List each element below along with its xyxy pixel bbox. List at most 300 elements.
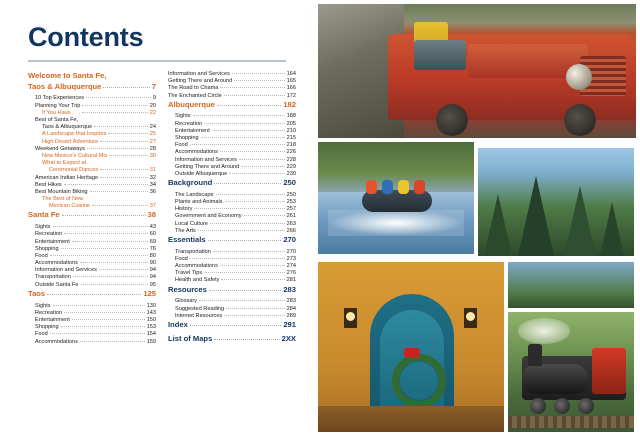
leader-dots	[239, 159, 285, 160]
toc-entry-label: Index	[168, 319, 188, 329]
toc-entry-page: 37	[149, 203, 156, 210]
leader-dots	[204, 123, 285, 124]
toc-entry[interactable]	[168, 158, 296, 164]
toc-section-heading[interactable]	[168, 321, 296, 330]
toc-entry[interactable]	[168, 193, 296, 199]
leader-dots	[221, 279, 284, 280]
leader-dots	[234, 80, 284, 81]
leader-dots	[204, 272, 285, 273]
toc-entry-page: 165	[286, 78, 296, 85]
toc-entry[interactable]	[28, 340, 156, 346]
lamp-glow	[346, 312, 355, 321]
toc-entry-label: Internet Resources	[175, 312, 223, 319]
toc-entry-label: Best Hikes	[35, 181, 62, 188]
leader-dots	[103, 87, 149, 88]
pine-trees-photo	[478, 148, 634, 256]
toc-entry-label: Recreation	[175, 120, 203, 127]
toc-entry-label: Recreation	[35, 231, 63, 238]
toc-entry-page: 24	[149, 124, 156, 131]
toc-entry[interactable]	[28, 161, 156, 167]
toc-entry-page: 250	[283, 178, 296, 188]
toc-entry-label: List of Maps	[168, 333, 213, 343]
toc-entry[interactable]	[168, 207, 296, 213]
leader-dots	[244, 215, 285, 216]
toc-entry[interactable]	[168, 122, 296, 128]
toc-entry-page: 182	[283, 99, 296, 109]
leader-dots	[198, 230, 285, 231]
leader-dots	[216, 194, 285, 195]
toc-entry-page: 36	[149, 188, 156, 195]
toc-entry[interactable]	[168, 257, 296, 263]
leader-dots	[220, 151, 285, 152]
toc-entry-page: 188	[286, 113, 296, 120]
toc-entry-page: 32	[149, 174, 156, 181]
toc-entry-label: Food	[175, 142, 188, 149]
toc-entry-label: Planning Your Trip	[35, 102, 81, 109]
toc-entry-label: Taos & Albuquerque	[42, 124, 93, 131]
leader-dots	[86, 97, 151, 98]
title-divider	[28, 60, 286, 62]
toc-entry-label: History	[175, 206, 193, 213]
locomotive-wheel	[578, 398, 594, 414]
toc-entry[interactable]	[28, 176, 156, 182]
toc-entry-label: The Arts	[175, 227, 196, 234]
toc-entry-label: Shopping	[175, 135, 199, 142]
toc-entry-label: Background	[168, 178, 213, 188]
toc-entry-label: If You Have . . .	[42, 109, 80, 116]
toc-entry-page: 95	[149, 281, 156, 288]
toc-entry[interactable]	[168, 136, 296, 142]
holiday-wreath	[392, 354, 446, 408]
toc-entry[interactable]	[168, 314, 296, 320]
toc-entry[interactable]	[168, 165, 296, 171]
toc-entry[interactable]	[28, 283, 156, 289]
toc-entry[interactable]	[168, 200, 296, 206]
pine-tree	[564, 186, 596, 256]
table-of-contents	[0, 0, 312, 436]
toc-entry-label: American Indian Heritage	[35, 174, 99, 181]
truck-cab-window	[414, 40, 466, 70]
leader-dots	[73, 276, 148, 277]
toc-entry-label: Outside Albuquerque	[175, 170, 228, 177]
leader-dots	[82, 105, 147, 106]
leader-dots	[217, 105, 282, 106]
toc-entry[interactable]	[28, 325, 156, 331]
toc-entry-page: 270	[283, 235, 296, 244]
leader-dots	[92, 205, 148, 206]
leader-dots	[214, 183, 281, 184]
toc-entry-label: The Landscape	[175, 191, 214, 198]
toc-entry-page: 30	[149, 152, 156, 159]
toc-entry[interactable]	[28, 132, 156, 138]
leader-dots	[210, 223, 285, 224]
toc-entry-label: Taos	[28, 288, 46, 298]
toc-entry-label: Sights	[35, 224, 51, 231]
toc-entry[interactable]	[168, 278, 296, 284]
rafter-figure	[398, 180, 409, 194]
toc-entry-label: Plants and Animals	[175, 199, 223, 206]
toc-entry-page: 7	[151, 81, 156, 91]
toc-entry-label: Welcome to Santa Fe,	[28, 71, 107, 80]
toc-entry[interactable]	[168, 150, 296, 156]
toc-entry[interactable]	[168, 143, 296, 149]
steam-train-photo	[508, 312, 634, 432]
leader-dots	[61, 326, 145, 327]
toc-entry-page: 228	[286, 156, 296, 163]
toc-entry-page: 80	[149, 252, 156, 259]
leader-dots	[214, 339, 279, 340]
toc-entry[interactable]	[168, 129, 296, 135]
toc-entry[interactable]	[168, 114, 296, 120]
leader-dots	[82, 112, 148, 113]
toc-entry-page: 130	[146, 302, 156, 309]
toc-entry-page: 291	[283, 319, 296, 329]
toc-entry-page: 125	[143, 288, 156, 298]
leader-dots	[199, 300, 285, 301]
leader-dots	[50, 255, 148, 256]
toc-entry-page: 166	[286, 85, 296, 92]
toc-entry[interactable]	[168, 172, 296, 178]
toc-entry-label: Food	[35, 331, 48, 338]
toc-entry[interactable]	[28, 168, 156, 174]
leader-dots	[201, 137, 285, 138]
toc-entry-page: 289	[286, 312, 296, 319]
whitewater-rafting-photo	[318, 142, 474, 254]
toc-entry[interactable]	[28, 111, 156, 117]
toc-entry-label: What to Expect at	[42, 160, 87, 167]
toc-entry[interactable]	[28, 147, 156, 153]
toc-entry-label: Travel Tips	[175, 270, 203, 277]
toc-entry[interactable]	[28, 304, 156, 310]
toc-entry-label: Accommodations	[35, 338, 78, 345]
toc-entry-page: 43	[149, 224, 156, 231]
leader-dots	[64, 233, 148, 234]
toc-section-heading[interactable]	[168, 101, 296, 110]
toc-entry-page: 90	[149, 260, 156, 267]
wreath-bow	[404, 348, 420, 358]
toc-entry-label: Albuquerque	[168, 99, 215, 109]
leader-dots	[232, 73, 285, 74]
toc-entry-page: 250	[286, 191, 296, 198]
toc-column-left	[28, 72, 156, 347]
leader-dots	[72, 241, 148, 242]
toc-entry[interactable]	[28, 96, 156, 102]
leader-dots	[72, 319, 145, 320]
toc-entry-label: Shopping	[35, 245, 59, 252]
truck-headlight	[566, 64, 592, 90]
toc-entry[interactable]	[168, 271, 296, 277]
adobe-doorway-photo	[318, 262, 504, 432]
toc-entry-page: 215	[286, 135, 296, 142]
toc-entry-label: Outside Santa Fe	[35, 281, 79, 288]
toc-entry-page: 38	[147, 210, 156, 220]
toc-entry-page: 261	[286, 213, 296, 220]
toc-entry-page: 94	[149, 267, 156, 274]
leader-dots	[226, 308, 285, 309]
toc-entry-page: 153	[146, 324, 156, 331]
toc-entry-label: Entertainment	[35, 238, 70, 245]
toc-section-heading[interactable]	[28, 72, 156, 81]
toc-entry-label: Information and Services	[175, 156, 237, 163]
toc-section-heading[interactable]	[28, 290, 156, 299]
toc-entry-label: Accommodations	[175, 149, 218, 156]
toc-entry[interactable]	[28, 275, 156, 281]
toc-entry[interactable]	[28, 104, 156, 110]
leader-dots	[80, 341, 145, 342]
leader-dots	[64, 184, 148, 185]
toc-entry-label: Glossary	[175, 298, 198, 305]
toc-entry-page: 218	[286, 142, 296, 149]
truck-wheel	[436, 104, 468, 136]
toc-column-right	[168, 72, 296, 348]
toc-entry[interactable]	[28, 254, 156, 260]
toc-section-heading[interactable]	[168, 286, 296, 295]
toc-entry-page: 253	[286, 199, 296, 206]
truck-wheel	[564, 104, 596, 136]
toc-entry-label: Food	[175, 255, 188, 262]
toc-entry-label: Best Mountain Biking	[35, 188, 88, 195]
toc-entry-page: 76	[149, 245, 156, 252]
pine-tree	[518, 176, 554, 256]
toc-entry-label: Taos & Albuquerque	[28, 81, 102, 91]
toc-entry-label: A Landscape that Inspires	[42, 131, 107, 138]
leader-dots	[224, 315, 284, 316]
toc-entry[interactable]	[28, 318, 156, 324]
toc-entry-page: 60	[149, 231, 156, 238]
railroad-track	[508, 416, 634, 428]
toc-entry-page: 229	[286, 163, 296, 170]
toc-entry[interactable]	[168, 214, 296, 220]
toc-entry-label: Accommodations	[175, 263, 218, 270]
toc-entry-page: 25	[149, 131, 156, 138]
toc-entry-label: Information and Services	[168, 71, 230, 77]
leader-dots	[53, 226, 148, 227]
leader-dots	[212, 130, 285, 131]
leader-dots	[108, 133, 147, 134]
leader-dots	[225, 201, 285, 202]
toc-entry-label: Sights	[35, 302, 51, 309]
toc-entry-label: Mexican Cuisine	[49, 203, 91, 210]
toc-section-heading[interactable]	[168, 335, 296, 344]
leader-dots	[53, 305, 145, 306]
toc-entry-label: Suggested Reading	[175, 305, 225, 312]
toc-entry[interactable]	[28, 140, 156, 146]
toc-entry[interactable]	[28, 268, 156, 274]
toc-entry-page: 31	[149, 167, 156, 174]
toc-entry-label: Transportation	[35, 274, 71, 281]
toc-entry[interactable]	[168, 299, 296, 305]
leader-dots	[190, 144, 285, 145]
toc-entry-label: The Road to Chama	[168, 85, 219, 92]
toc-entry[interactable]	[168, 264, 296, 270]
toc-entry[interactable]	[28, 190, 156, 196]
leader-dots	[100, 177, 148, 178]
toc-entry-page: 20	[149, 102, 156, 109]
toc-entry-page: 69	[149, 238, 156, 245]
toc-entry[interactable]	[168, 307, 296, 313]
leader-dots	[64, 312, 145, 313]
toc-entry-page: 9	[152, 95, 156, 102]
toc-entry-page: 34	[149, 181, 156, 188]
pine-tree	[484, 194, 512, 256]
vintage-red-truck-photo	[318, 4, 636, 138]
leader-dots	[94, 126, 148, 127]
toc-entry-page: 257	[286, 206, 296, 213]
toc-entry-page: 210	[286, 127, 296, 134]
toc-entry[interactable]	[28, 247, 156, 253]
leader-dots	[100, 169, 148, 170]
toc-entry-label: Getting There and Around	[175, 163, 240, 170]
toc-section-heading[interactable]	[168, 179, 296, 188]
rafter-figure	[382, 180, 393, 194]
toc-entry-page: 22	[149, 109, 156, 116]
leader-dots	[194, 208, 284, 209]
toc-entry-label: Entertainment	[175, 127, 210, 134]
rafter-figure	[366, 180, 377, 194]
valley-strip-photo	[508, 262, 634, 308]
toc-entry-page: 143	[146, 309, 156, 316]
toc-entry-page: 172	[286, 92, 296, 99]
toc-entry[interactable]	[28, 125, 156, 131]
leader-dots	[87, 148, 148, 149]
smokestack	[528, 344, 542, 366]
toc-entry[interactable]	[28, 118, 156, 124]
toc-entry-page: 164	[286, 71, 296, 77]
leader-dots	[229, 173, 284, 174]
toc-entry-page: 273	[286, 255, 296, 262]
toc-entry-label: Essentials	[168, 235, 206, 244]
toc-entry-label: Food	[35, 252, 48, 259]
toc-entry-page: 2XX	[281, 333, 296, 343]
toc-entry-label: Weekend Getaways	[35, 145, 85, 152]
rafter-figure	[414, 180, 425, 194]
toc-entry-label: 10 Top Experiences	[35, 95, 85, 102]
toc-section-heading-continued[interactable]	[28, 83, 156, 92]
leader-dots	[99, 269, 148, 270]
toc-entry-label: Information and Services	[35, 267, 97, 274]
toc-entry-page: 281	[286, 277, 296, 284]
toc-entry-page: 150	[146, 316, 156, 323]
toc-entry-label: Shopping	[35, 324, 59, 331]
toc-entry-page: 270	[286, 248, 296, 255]
toc-entry-page: 159	[146, 338, 156, 345]
toc-entry[interactable]	[168, 79, 296, 85]
leader-dots	[208, 240, 282, 241]
toc-entry-page: 94	[149, 274, 156, 281]
toc-entry[interactable]	[28, 154, 156, 160]
leader-dots	[193, 115, 285, 116]
toc-entry[interactable]	[168, 222, 296, 228]
toc-entry-label: New Mexico's Cultural Mix	[42, 152, 108, 159]
toc-entry-label: Entertainment	[35, 316, 70, 323]
toc-entry[interactable]	[28, 232, 156, 238]
toc-entry-page: 205	[286, 120, 296, 127]
toc-entry-label: Government and Economy	[175, 213, 242, 220]
locomotive-wheel	[530, 398, 546, 414]
leader-dots	[224, 95, 285, 96]
toc-entry-page: 266	[286, 227, 296, 234]
toc-entry-page: 28	[149, 145, 156, 152]
toc-section-heading[interactable]	[28, 211, 156, 220]
toc-entry-label: Accommodations	[35, 260, 78, 267]
steam-smoke	[518, 318, 570, 344]
locomotive-boiler	[522, 364, 588, 394]
toc-entry-label: High Desert Adventure	[42, 138, 99, 145]
leader-dots	[220, 87, 284, 88]
toc-entry-label: The Best of New	[42, 196, 84, 203]
leader-dots	[109, 155, 147, 156]
photo-collage	[312, 0, 640, 436]
leader-dots	[90, 191, 148, 192]
toc-entry[interactable]	[168, 94, 296, 100]
toc-entry-label: Best of Santa Fe,	[35, 117, 79, 123]
leader-dots	[61, 248, 148, 249]
toc-entry-page: 27	[149, 138, 156, 145]
toc-entry-page: 226	[286, 149, 296, 156]
floor-tiles	[318, 406, 504, 432]
river-foam	[328, 210, 464, 236]
toc-entry[interactable]	[28, 311, 156, 317]
toc-entry[interactable]	[168, 72, 296, 78]
toc-entry[interactable]	[28, 332, 156, 338]
toc-entry[interactable]	[168, 86, 296, 92]
toc-entry-page: 283	[283, 284, 296, 294]
toc-entry[interactable]	[168, 229, 296, 235]
spacer	[168, 345, 296, 348]
leader-dots	[213, 251, 285, 252]
leader-dots	[81, 284, 148, 285]
toc-entry-page: 274	[286, 263, 296, 270]
toc-entry-label: Resources	[168, 284, 207, 294]
leader-dots	[50, 333, 145, 334]
toc-entry-page: 276	[286, 270, 296, 277]
locomotive-wheel	[554, 398, 570, 414]
toc-entry-page: 263	[286, 220, 296, 227]
leader-dots	[190, 325, 281, 326]
leader-dots	[220, 265, 285, 266]
toc-entry-label: Santa Fe	[28, 210, 60, 220]
toc-entry-label: Transportation	[175, 248, 211, 255]
leader-dots	[190, 258, 285, 259]
toc-entry[interactable]	[168, 250, 296, 256]
toc-entry[interactable]	[28, 183, 156, 189]
toc-entry[interactable]	[28, 197, 156, 203]
toc-entry-label: Health and Safety	[175, 277, 220, 284]
toc-entry-label: Recreation	[35, 309, 63, 316]
toc-section-heading[interactable]	[168, 236, 296, 245]
toc-entry-label: Ceremonial Dances	[49, 167, 99, 174]
toc-entry-page: 154	[146, 331, 156, 338]
leader-dots	[62, 215, 146, 216]
toc-entry-page: 284	[286, 305, 296, 312]
page-title: Contents	[28, 22, 144, 52]
leader-dots	[209, 290, 281, 291]
toc-entry[interactable]	[28, 204, 156, 210]
leader-dots	[100, 141, 147, 142]
toc-entry-page: 230	[286, 170, 296, 177]
toc-entry[interactable]	[28, 240, 156, 246]
leader-dots	[47, 294, 141, 295]
leader-dots	[241, 166, 284, 167]
leader-dots	[80, 262, 148, 263]
toc-entry-label: Local Culture	[175, 220, 208, 227]
toc-entry[interactable]	[28, 261, 156, 267]
lamp-glow	[466, 312, 475, 321]
toc-entry[interactable]	[28, 225, 156, 231]
locomotive-cab	[592, 348, 626, 394]
toc-entry-page: 283	[286, 298, 296, 305]
toc-entry-label: Getting There and Around	[168, 78, 233, 85]
